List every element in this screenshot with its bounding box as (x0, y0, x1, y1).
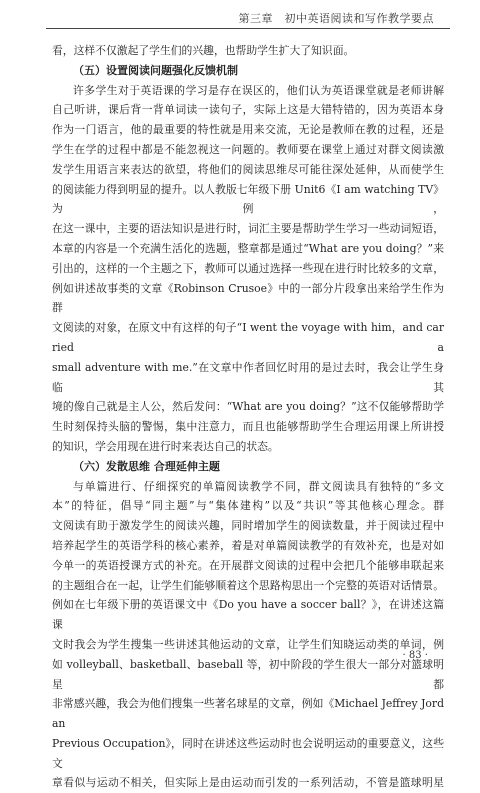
text-line: small adventure with me.”在文章中作者回忆时用的是过去时，我会让学生身临其 (52, 360, 444, 394)
text-line: 例如讲述故事类的文章《Robinson Crusoe》中的一部分片段拿出来给学生作为群 (52, 281, 444, 315)
page-body (52, 41, 444, 793)
text-line: 文阅读的对象，在原文中有这样的句子“I went the voyage with him，and carried a (52, 321, 444, 354)
text-line: 章看似与运动不相关，但实际上是由运动而引发的一系列活动，不管是篮球明星 (52, 776, 444, 790)
text-line: 例如在七年级下册的英语课文中《Do you have a soccer ball？》，在讲述这篇课 (52, 598, 444, 632)
text-line: 如 volleyball、basketball、baseball 等，初中阶段的学生很大一部分对篮球明星都 (52, 657, 444, 691)
text-line: 培养起学生的英语学科的核心素养，着是对单篇阅读教学的有效补充，也是对如 (52, 538, 444, 552)
paragraph-group-reading (52, 477, 444, 793)
section-heading-6: （六）发散思维 合理延伸主题 (73, 459, 220, 473)
text-line: 看，这样不仅激起了学生们的兴趣，也帮助学生扩大了知识面。 (52, 44, 355, 57)
text-line: 非常感兴趣，我会为他们搜集一些著名球星的文章，例如《Michael Jeffrey Jordan (52, 697, 444, 731)
text-line: 文时我会为学生搜集一些讲述其他运动的文章，让学生们知晓运动类的单词，例 (52, 637, 444, 651)
text-line: Previous Occupation》，同时在讲述这些运动时也会说明运动的重要意义，这些文 (52, 736, 444, 770)
text-line: 的阅读能力得到明显的提升。以人教版七年级下册 Unit6《I am watching TV》为例， (52, 182, 444, 216)
text-line: 本”的特征，倡导“同主题”与“集体建构”以及“共识”等其他核心理念。群 (52, 499, 444, 513)
text-line: 生时刻保持头脑的警惕，集中注意力，而且也能够帮助学生合理运用课上所讲授 (52, 420, 444, 434)
text-line: 引出的，这样的一个主题之下，教师可以通过选择一些现在进行时比较多的文章， (52, 261, 444, 275)
header-rule (46, 28, 450, 29)
text-line: 发学生用语言来表达的欲望，将他们的阅读思维尽可能往深处延伸，从而使学生 (52, 162, 444, 176)
text-line: 的知识，学会用现在进行时来表达自己的状态。 (52, 439, 279, 453)
text-line: 学生在学的过程中都是不能忽视这一问题的。教师要在课堂上通过对群文阅读激 (52, 142, 444, 156)
text-line: 文阅读有助于激发学生的阅读兴趣，同时增加学生的阅读数量，并于阅读过程中 (52, 519, 444, 533)
text-line: 在这一课中，主要的语法知识是进行时，词汇主要是帮助学生学习一些动词短语， (52, 222, 444, 236)
text-line: 境的像自己就是主人公，然后发问：“What are you doing？”这不仅能够帮助学 (52, 400, 444, 414)
text-line: 作为一门语言，他的最重要的特性就是用来交流，无论是教师在教的过程，还是 (52, 123, 444, 137)
page-number: · 83 · (402, 650, 428, 661)
text-line: 许多学生对于英语课的学习是存在误区的，他们认为英语课堂就是老师讲解 (73, 83, 444, 97)
section-heading-5: （五）设置阅读问题强化反馈机制 (73, 63, 238, 77)
paragraph-continued (52, 41, 444, 61)
text-line: 的主题组合在一起，让学生们能够顺着这个思路构思出一个完整的英语对话情景。 (52, 578, 444, 592)
text-line: 本章的内容是一个充满生活化的选题，整章都是通过“What are you doing？”来 (52, 241, 444, 255)
text-line: 今单一的英语授课方式的补充。在开展群文阅读的过程中会把几个能够串联起来 (52, 558, 444, 572)
text-line: 与单篇进行、仔细探究的单篇阅读教学不同，群文阅读具有独特的“多文 (73, 479, 444, 493)
text-line: 自己听讲，课后背一背单词读一读句子，实际上这是大错特错的，因为英语本身 (52, 103, 444, 117)
running-header: 第三章 初中英语阅读和写作教学要点 (238, 12, 434, 25)
paragraph-reading-feedback (52, 81, 444, 457)
